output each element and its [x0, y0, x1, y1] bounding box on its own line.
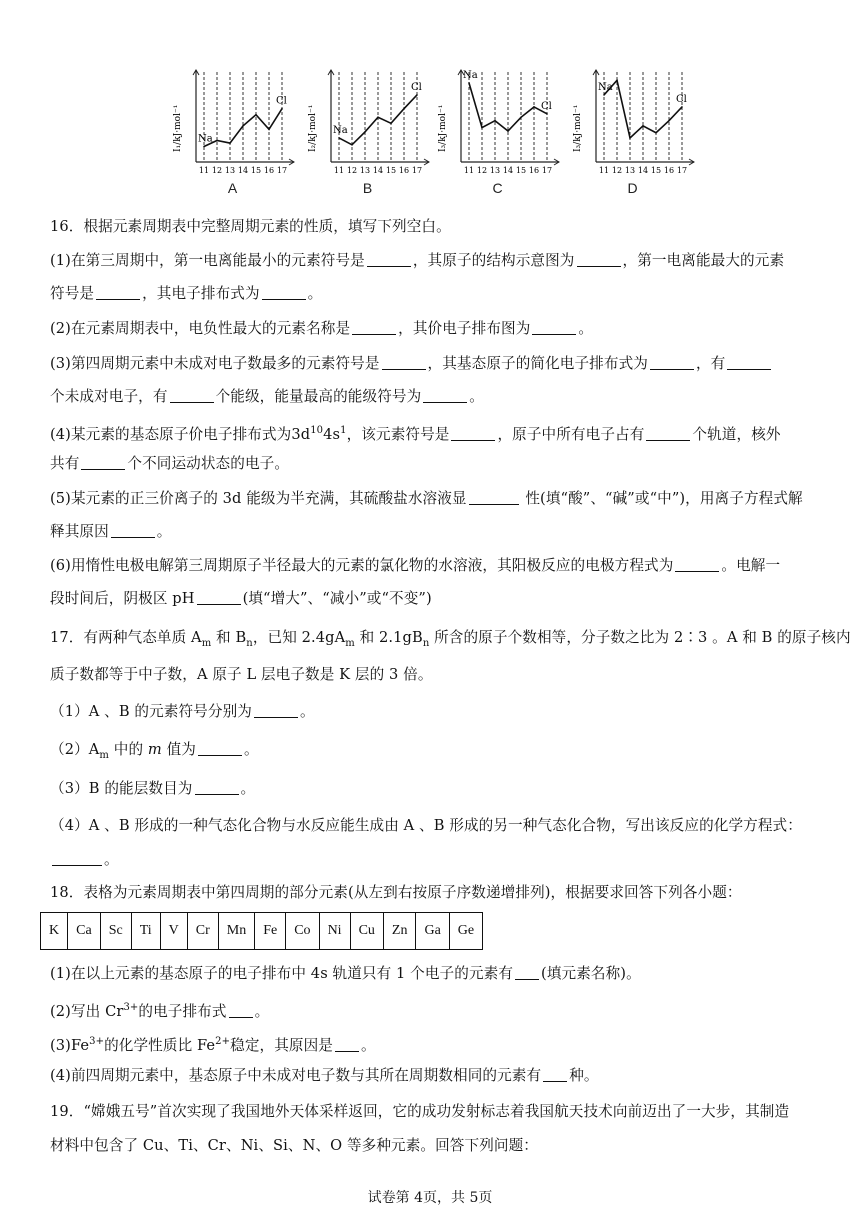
chart-d: [570, 62, 695, 202]
x-tick-label: 16: [663, 166, 675, 175]
answer-blank[interactable]: [646, 426, 690, 441]
data-point: [481, 127, 483, 129]
text: 性(填“酸”、“碱”或“中”)，用离子方程式解: [520, 490, 803, 507]
data-point: [364, 131, 366, 133]
text: 个轨道，核外: [692, 425, 781, 443]
text: 17．有两种气态单质 A: [50, 629, 202, 646]
x-tick-label: 11: [598, 166, 610, 175]
na-label: Na: [598, 81, 613, 93]
q17-stem-line1: [50, 629, 851, 653]
answer-blank[interactable]: [727, 355, 771, 370]
ionization-charts: [170, 62, 700, 202]
text: 个未成对电子，有: [50, 388, 168, 405]
answer-blank[interactable]: [675, 557, 719, 572]
data-point: [338, 137, 340, 139]
text: 和 2.1gB: [354, 629, 423, 646]
data-point: [229, 142, 231, 144]
data-point: [603, 94, 605, 96]
x-tick-label: 17: [541, 166, 553, 175]
text: (6)用惰性电极电解第三周期原子半径最大的元素的氯化物的水溶液，其阳极反应的电极方程式为: [50, 557, 674, 574]
x-tick-label: 14: [637, 166, 649, 175]
x-tick-label: 12: [346, 166, 358, 175]
text: 。: [307, 285, 323, 302]
data-point: [494, 120, 496, 122]
answer-blank[interactable]: [52, 851, 102, 866]
x-tick-label: 15: [385, 166, 397, 175]
text: (3)Fe: [50, 1036, 90, 1054]
q17-stem-line2: 质子数都等于中子数，A 原子 L 层电子数是 K 层的 3 倍。: [50, 666, 433, 683]
x-tick-label: 11: [333, 166, 345, 175]
x-tick-label: 17: [411, 166, 423, 175]
answer-blank[interactable]: [451, 426, 495, 441]
text: 的化学性质比 Fe: [104, 1036, 216, 1054]
cl-label: Cl: [676, 93, 687, 105]
answer-blank[interactable]: [195, 780, 239, 795]
text: 所含的原子个数相等，分子数之比为 2∶3 。A 和 B 的原子核内: [429, 629, 851, 646]
subscript: n: [422, 637, 430, 649]
q16-part6-line2: [50, 590, 820, 608]
element-row: [41, 913, 483, 950]
subscript: m: [345, 637, 355, 649]
answer-blank[interactable]: [198, 741, 242, 756]
text: (4)某元素的基态原子价电子排布式为3d: [50, 425, 311, 443]
element-cell: V: [160, 913, 187, 950]
data-point: [642, 125, 644, 127]
na-label: Na: [463, 69, 478, 81]
element-cell: Cr: [187, 913, 218, 950]
text: ，有: [695, 355, 726, 372]
element-cell: Ca: [68, 913, 101, 950]
superscript: 3+: [123, 1002, 139, 1013]
x-tick-label: 15: [515, 166, 527, 175]
text: 稳定，其原因是: [230, 1036, 333, 1054]
x-tick-label: 17: [676, 166, 688, 175]
text: （2）A: [50, 741, 100, 758]
data-point: [655, 132, 657, 134]
x-tick-label: 12: [476, 166, 488, 175]
x-tick-label: 15: [250, 166, 262, 175]
answer-blank[interactable]: [577, 252, 621, 267]
x-tick-label: 16: [263, 166, 275, 175]
data-point: [468, 82, 470, 84]
answer-blank[interactable]: [170, 388, 214, 403]
text: (1)在第三周期中，第一电离能最小的元素符号是: [50, 252, 365, 269]
data-point: [377, 116, 379, 118]
x-tick-label: 11: [463, 166, 475, 175]
q16-part4-line2: [50, 455, 820, 473]
answer-blank[interactable]: [367, 252, 411, 267]
x-tick-label: 12: [611, 166, 623, 175]
q17-sub1: [50, 703, 820, 721]
data-point: [507, 130, 509, 132]
q16-part5-line1: [50, 490, 820, 508]
text: 符号是: [50, 285, 95, 302]
answer-blank[interactable]: [543, 1067, 567, 1082]
x-tick-label: 16: [398, 166, 410, 175]
q16-part3-line1: [50, 355, 820, 373]
data-point: [242, 125, 244, 127]
text: 。电解一: [721, 557, 781, 574]
text: 。: [240, 780, 256, 797]
chart-b: [305, 62, 430, 202]
data-point: [281, 108, 283, 110]
q17-sub3: [50, 780, 820, 798]
q18-part4: [50, 1067, 820, 1085]
data-point: [546, 113, 548, 115]
x-tick-label: 16: [528, 166, 540, 175]
chart-b-plot: [305, 62, 430, 182]
superscript: 3+: [89, 1036, 105, 1047]
answer-blank[interactable]: [650, 355, 694, 370]
answer-blank[interactable]: [335, 1037, 359, 1052]
q17-sub2: [50, 741, 820, 765]
text: (3)第四周期元素中未成对电子数最多的元素符号是: [50, 355, 380, 372]
q16-part5-line2: [50, 523, 820, 541]
x-tick-label: 15: [650, 166, 662, 175]
cl-label: Cl: [276, 95, 287, 107]
data-point: [520, 116, 522, 118]
text: 。: [360, 1036, 376, 1054]
y-axis-label: I₃/kJ·mol⁻¹: [438, 104, 448, 152]
text: （3）B 的能层数目为: [50, 780, 193, 797]
chart-letter: C: [492, 180, 503, 196]
answer-blank[interactable]: [423, 388, 467, 403]
text: 。: [156, 523, 172, 540]
chart-a-plot: [170, 62, 295, 182]
text: 。: [578, 320, 594, 337]
answer-blank[interactable]: [532, 320, 576, 335]
text: 和 B: [211, 629, 247, 646]
element-cell: Zn: [383, 913, 416, 950]
x-tick-label: 14: [372, 166, 384, 175]
x-tick-label: 13: [624, 166, 636, 175]
text: 4s: [323, 425, 341, 443]
element-cell: Ti: [131, 913, 160, 950]
text: 的电子排布式: [138, 1002, 227, 1020]
text: (4)前四周期元素中，基态原子中未成对电子数与其所在周期数相同的元素有: [50, 1067, 542, 1084]
text: 。: [254, 1002, 270, 1020]
text: 。: [469, 388, 484, 405]
text: ，原子中所有电子占有: [497, 425, 645, 443]
q18-part2: [50, 999, 820, 1021]
text: ，已知 2.4gA: [252, 629, 346, 646]
subscript: n: [246, 637, 253, 649]
text: 共有: [50, 455, 80, 472]
text: 种。: [569, 1067, 599, 1084]
element-cell: Sc: [100, 913, 131, 950]
x-tick-label: 17: [276, 166, 288, 175]
data-point: [681, 106, 683, 108]
answer-blank[interactable]: [515, 965, 539, 980]
text: 。: [299, 703, 315, 720]
chart-d-plot: [570, 62, 695, 182]
answer-blank[interactable]: [262, 285, 306, 300]
chart-letter: D: [627, 180, 638, 196]
data-point: [255, 114, 257, 116]
chart-letter: A: [227, 180, 238, 196]
element-cell: K: [41, 913, 68, 950]
element-table: [40, 912, 483, 950]
chart-letter: B: [362, 180, 373, 196]
q16-part1-line2: [50, 285, 820, 303]
chart-c-plot: [435, 62, 560, 182]
text: 中的: [109, 741, 148, 758]
data-point: [203, 146, 205, 148]
answer-blank[interactable]: [197, 590, 241, 605]
y-axis-label: I₃/kJ·mol⁻¹: [573, 104, 583, 152]
text: 值为: [161, 741, 196, 758]
x-tick-label: 13: [359, 166, 371, 175]
data-point: [403, 108, 405, 110]
text: (2)在元素周期表中，电负性最大的元素名称是: [50, 320, 351, 337]
data-point: [216, 140, 218, 142]
data-point: [533, 106, 535, 108]
q19-line1: 19．“嫦娥五号”首次实现了我国地外天体采样返回，它的成功发射标志着我国航天技术向前迈出了一大步，其制造: [50, 1103, 790, 1120]
x-tick-label: 13: [224, 166, 236, 175]
text: (填“增大”、“减小”或“不变”): [242, 590, 432, 607]
cl-label: Cl: [411, 81, 422, 93]
q16-stem: 16．根据元素周期表中完整周期元素的性质，填写下列空白。: [50, 218, 451, 235]
answer-blank[interactable]: [254, 703, 298, 718]
data-point: [390, 123, 392, 125]
answer-blank[interactable]: [111, 523, 155, 538]
answer-blank[interactable]: [469, 490, 519, 505]
cl-label: Cl: [541, 100, 552, 112]
element-cell: Mn: [218, 913, 254, 950]
superscript: 2+: [215, 1036, 231, 1047]
data-point: [268, 129, 270, 131]
element-cell: Ga: [416, 913, 449, 950]
na-label: Na: [333, 124, 348, 136]
x-tick-label: 14: [502, 166, 514, 175]
answer-blank[interactable]: [96, 285, 140, 300]
text: 。: [104, 851, 119, 868]
data-point: [416, 94, 418, 96]
q18-part3: [50, 1033, 820, 1055]
text: ，其基态原子的简化电子排布式为: [427, 355, 648, 372]
superscript: 10: [310, 425, 324, 436]
element-cell: Ge: [449, 913, 482, 950]
text: 段时间后，阴极区 pH: [50, 590, 195, 607]
subscript: m: [201, 637, 212, 649]
element-cell: Fe: [255, 913, 286, 950]
q16-part6-line1: [50, 557, 820, 575]
y-axis-label: I₂/kJ·mol⁻¹: [308, 104, 318, 152]
element-cell: Co: [286, 913, 319, 950]
y-axis-label: I₁/kJ·mol⁻¹: [173, 104, 183, 152]
text: (填元素名称)。: [541, 965, 641, 982]
text: ，其电子排布式为: [142, 285, 260, 302]
text: 。: [243, 741, 259, 758]
text: ，第一电离能最大的元素: [622, 252, 785, 269]
answer-blank[interactable]: [382, 355, 426, 370]
q16-part2: [50, 320, 820, 338]
data-point: [351, 144, 353, 146]
element-cell: Cu: [350, 913, 383, 950]
q17-sub4-line1: （4）A 、B 形成的一种气态化合物与水反应能生成由 A 、B 形成的另一种气态化合物，写出该反应的化学方程式：: [50, 817, 802, 834]
answer-blank[interactable]: [229, 1003, 253, 1018]
na-label: Na: [198, 133, 213, 145]
q16-part1-line1: [50, 252, 820, 270]
variable-m: m: [147, 741, 162, 758]
data-point: [668, 120, 670, 122]
q17-sub4-line2: [50, 851, 820, 869]
subscript: m: [99, 749, 110, 761]
text: (1)在以上元素的基态原子的电子排布中 4s 轨道只有 1 个电子的元素有: [50, 965, 514, 982]
element-cell: Ni: [319, 913, 350, 950]
text: 释其原因: [50, 523, 109, 540]
text: ，该元素符号是: [346, 425, 450, 443]
text: (2)写出 Cr: [50, 1002, 124, 1020]
text: 个不同运动状态的电子。: [127, 455, 290, 472]
answer-blank[interactable]: [81, 455, 125, 470]
answer-blank[interactable]: [352, 320, 396, 335]
q16-part4-line1: [50, 422, 820, 444]
text: (5)某元素的正三价离子的 3d 能级为半充满，其硫酸盐水溶液显: [50, 490, 467, 507]
text: （1）A 、B 的元素符号分别为: [50, 703, 252, 720]
superscript: 1: [340, 425, 347, 436]
q19-line2: 材料中包含了 Cu、Ti、Cr、Ni、Si、N、O 等多种元素。回答下列问题：: [50, 1137, 538, 1154]
page-footer: 试卷第 4页，共 5页: [367, 1190, 493, 1206]
data-point: [616, 80, 618, 82]
x-tick-label: 14: [237, 166, 249, 175]
data-point: [629, 137, 631, 139]
q16-part3-line2: [50, 388, 820, 406]
x-tick-label: 13: [489, 166, 501, 175]
q18-part1: [50, 965, 820, 983]
q18-stem: 18．表格为元素周期表中第四周期的部分元素(从左到右按原子序数递增排列)，根据要求回答下列各小题：: [50, 884, 742, 901]
text: ，其价电子排布图为: [398, 320, 531, 337]
x-tick-label: 11: [198, 166, 210, 175]
text: ，其原子的结构示意图为: [412, 252, 575, 269]
text: 个能级，能量最高的能级符号为: [215, 388, 422, 405]
chart-c: [435, 62, 560, 202]
x-tick-label: 12: [211, 166, 223, 175]
chart-a: [170, 62, 295, 202]
